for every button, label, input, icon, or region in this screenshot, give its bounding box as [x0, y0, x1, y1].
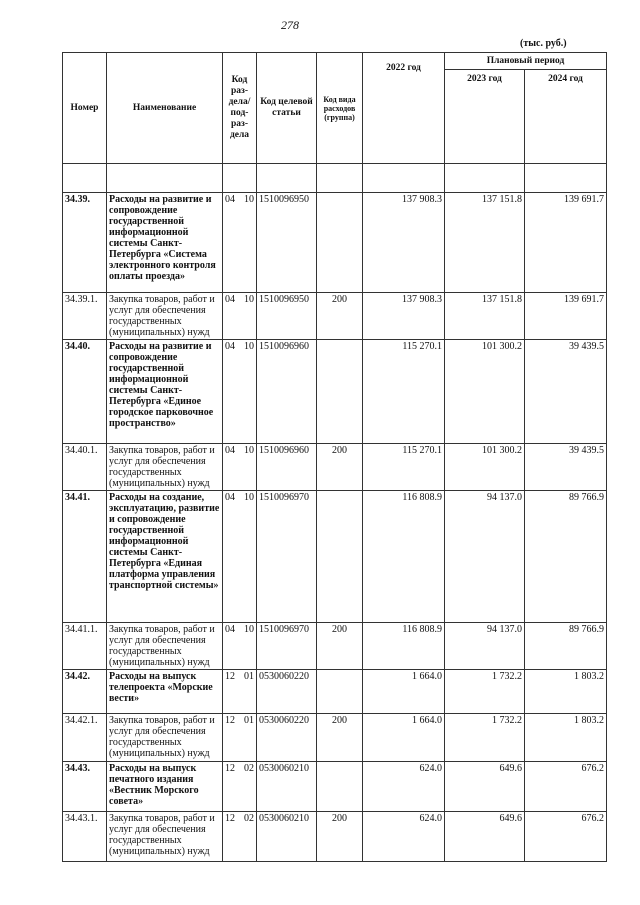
row-name: Закупка товаров, работ и услуг для обеспечения государственных (муниципальных) нужд [107, 293, 223, 340]
header-number: Номер [63, 53, 107, 164]
row-section: 04 [225, 492, 235, 503]
row-subsection: 10 [244, 492, 254, 503]
row-section-code [223, 193, 257, 293]
row-section: 12 [225, 763, 235, 774]
row-number: 34.43.1. [63, 812, 107, 862]
table-body [63, 164, 607, 862]
row-name: Расходы на развитие и сопровождение государственной информационной системы Санкт-Петербурга «Единое городское парковочное пространство» [107, 340, 223, 444]
row-amount-2023: 101 300.2 [445, 444, 525, 491]
row-number: 34.40. [63, 340, 107, 444]
row-section: 04 [225, 294, 235, 305]
row-amount-2024: 676.2 [525, 762, 607, 812]
table-row [63, 623, 607, 670]
row-amount-2022: 137 908.3 [363, 293, 445, 340]
table-row [63, 670, 607, 714]
row-target-code: 0530060220 [257, 670, 317, 714]
row-target-code: 1510096970 [257, 623, 317, 670]
row-expense-type: 200 [317, 444, 363, 491]
table-row [63, 812, 607, 862]
row-amount-2023: 101 300.2 [445, 340, 525, 444]
row-number: 34.40.1. [63, 444, 107, 491]
row-subsection: 10 [244, 624, 254, 635]
row-amount-2022: 624.0 [363, 762, 445, 812]
row-amount-2022: 137 908.3 [363, 193, 445, 293]
row-target-code: 0530060210 [257, 762, 317, 812]
row-subsection: 10 [244, 341, 254, 352]
row-subsection: 10 [244, 194, 254, 205]
row-section-code [223, 623, 257, 670]
row-section-code [223, 812, 257, 862]
row-amount-2024: 1 803.2 [525, 714, 607, 762]
row-target-code: 1510096960 [257, 340, 317, 444]
row-amount-2023: 94 137.0 [445, 623, 525, 670]
row-section-code [223, 762, 257, 812]
row-subsection: 02 [244, 763, 254, 774]
row-expense-type [317, 491, 363, 623]
row-expense-type [317, 762, 363, 812]
table-row [63, 193, 607, 293]
row-expense-type: 200 [317, 293, 363, 340]
row-subsection: 01 [244, 715, 254, 726]
row-amount-2024: 1 803.2 [525, 670, 607, 714]
row-amount-2022: 115 270.1 [363, 340, 445, 444]
row-amount-2022: 1 664.0 [363, 670, 445, 714]
header-name: Наименование [107, 53, 223, 164]
row-amount-2022: 1 664.0 [363, 714, 445, 762]
table-row [63, 714, 607, 762]
row-target-code: 0530060210 [257, 812, 317, 862]
row-section: 12 [225, 813, 235, 824]
row-expense-type: 200 [317, 623, 363, 670]
row-name: Расходы на развитие и сопровождение государственной информационной системы Санкт-Петербурга «Система электронного контроля оплаты проезда» [107, 193, 223, 293]
header-planning-period: Плановый период [445, 53, 607, 70]
row-number: 34.43. [63, 762, 107, 812]
row-section: 04 [225, 445, 235, 456]
row-name: Закупка товаров, работ и услуг для обеспечения государственных (муниципальных) нужд [107, 714, 223, 762]
row-amount-2023: 649.6 [445, 762, 525, 812]
table-row [63, 762, 607, 812]
row-amount-2023: 94 137.0 [445, 491, 525, 623]
row-amount-2024: 89 766.9 [525, 491, 607, 623]
row-name: Закупка товаров, работ и услуг для обеспечения государственных (муниципальных) нужд [107, 623, 223, 670]
row-amount-2024: 676.2 [525, 812, 607, 862]
row-target-code: 1510096970 [257, 491, 317, 623]
row-name: Расходы на выпуск печатного издания «Вестник Морского совета» [107, 762, 223, 812]
row-amount-2024: 139 691.7 [525, 293, 607, 340]
row-section: 12 [225, 715, 235, 726]
row-amount-2022: 624.0 [363, 812, 445, 862]
row-section: 04 [225, 341, 235, 352]
row-subsection: 02 [244, 813, 254, 824]
row-subsection: 10 [244, 445, 254, 456]
row-section: 12 [225, 671, 235, 682]
header-section: Код раз-дела/ под-раз-дела [223, 53, 257, 164]
row-amount-2024: 89 766.9 [525, 623, 607, 670]
row-name: Закупка товаров, работ и услуг для обеспечения государственных (муниципальных) нужд [107, 444, 223, 491]
row-section: 04 [225, 194, 235, 205]
row-number: 34.41.1. [63, 623, 107, 670]
header-year-2022: 2022 год [363, 53, 445, 164]
row-expense-type [317, 670, 363, 714]
row-expense-type: 200 [317, 812, 363, 862]
row-amount-2022: 115 270.1 [363, 444, 445, 491]
header-spacer-row [63, 164, 607, 193]
header-expense-type: Код вида расходов (группа) [317, 53, 363, 164]
row-name: Расходы на выпуск телепроекта «Морские вести» [107, 670, 223, 714]
budget-table [62, 52, 607, 862]
row-name: Закупка товаров, работ и услуг для обеспечения государственных (муниципальных) нужд [107, 812, 223, 862]
row-amount-2022: 116 808.9 [363, 623, 445, 670]
header-year-2024: 2024 год [525, 70, 607, 164]
row-amount-2024: 139 691.7 [525, 193, 607, 293]
row-subsection: 01 [244, 671, 254, 682]
row-number: 34.42. [63, 670, 107, 714]
table-row [63, 293, 607, 340]
table-row [63, 444, 607, 491]
row-section: 04 [225, 624, 235, 635]
row-amount-2023: 137 151.8 [445, 293, 525, 340]
table-row [63, 491, 607, 623]
row-amount-2024: 39 439.5 [525, 444, 607, 491]
row-subsection: 10 [244, 294, 254, 305]
row-number: 34.41. [63, 491, 107, 623]
row-section-code [223, 293, 257, 340]
row-target-code: 1510096950 [257, 193, 317, 293]
row-section-code [223, 444, 257, 491]
row-section-code [223, 714, 257, 762]
row-amount-2023: 1 732.2 [445, 714, 525, 762]
row-target-code: 1510096950 [257, 293, 317, 340]
row-name: Расходы на создание, эксплуатацию, развитие и сопровождение государственной информационной системы Санкт-Петербурга «Единая платформа управления транспортной системы» [107, 491, 223, 623]
row-number: 34.39. [63, 193, 107, 293]
row-amount-2023: 1 732.2 [445, 670, 525, 714]
row-section-code [223, 340, 257, 444]
header-target: Код целевой статьи [257, 53, 317, 164]
row-target-code: 0530060220 [257, 714, 317, 762]
row-expense-type [317, 340, 363, 444]
table-row [63, 340, 607, 444]
row-amount-2022: 116 808.9 [363, 491, 445, 623]
row-target-code: 1510096960 [257, 444, 317, 491]
row-expense-type [317, 193, 363, 293]
row-amount-2023: 137 151.8 [445, 193, 525, 293]
header-year-2023: 2023 год [445, 70, 525, 164]
row-number: 34.42.1. [63, 714, 107, 762]
row-section-code [223, 491, 257, 623]
units-label: (тыс. руб.) [520, 38, 567, 49]
row-amount-2024: 39 439.5 [525, 340, 607, 444]
row-section-code [223, 670, 257, 714]
row-number: 34.39.1. [63, 293, 107, 340]
row-expense-type: 200 [317, 714, 363, 762]
page-number: 278 [281, 18, 299, 32]
row-amount-2023: 649.6 [445, 812, 525, 862]
